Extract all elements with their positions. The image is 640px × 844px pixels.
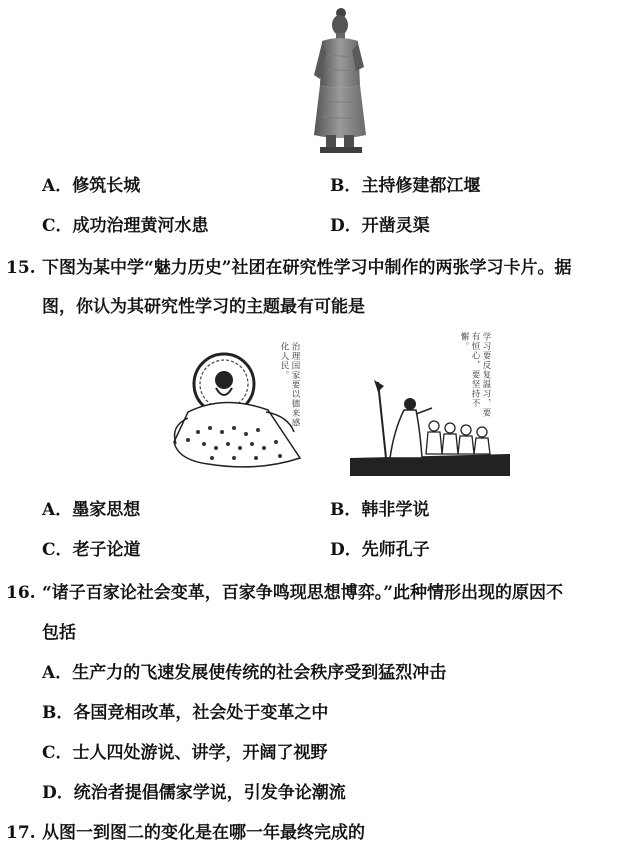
q16-option-d[interactable] — [42, 778, 346, 803]
q14-option-b[interactable] — [330, 171, 480, 196]
q16-option-c[interactable] — [42, 738, 328, 763]
q16-option-a[interactable] — [42, 658, 446, 683]
question-text: “诸子百家论社会变革，百家争鸣现思想博弈。”此种情形出现的原因不 — [42, 583, 564, 603]
card1-caption: 治理国家要以德来感化人民。 — [279, 342, 300, 428]
q16-stem-line2 — [42, 618, 76, 643]
learning-card-2 — [350, 330, 520, 478]
question-number: 17. — [6, 823, 36, 843]
teacher-students-drawing — [350, 330, 520, 478]
option-letter: C． — [42, 216, 73, 236]
q16-option-b[interactable] — [42, 698, 328, 723]
q15-stem-line1 — [6, 253, 572, 278]
card2-caption: 学习要反复温习，要有恒心，要坚持不懈。 — [459, 332, 491, 418]
option-letter: B． — [42, 703, 74, 723]
option-text: 士人四处游说、讲学，开阔了视野 — [72, 743, 328, 763]
option-text: 韩非学说 — [361, 500, 430, 520]
question-text: 包括 — [42, 623, 76, 643]
option-text: 主持修建都江堰 — [361, 176, 481, 196]
q15-option-b[interactable] — [330, 495, 429, 520]
option-text: 老子论道 — [72, 540, 141, 560]
q14-option-a[interactable] — [42, 171, 140, 196]
option-text: 各国竞相改革，社会处于变革之中 — [73, 703, 329, 723]
q14-option-d[interactable] — [330, 211, 430, 236]
option-letter: A． — [42, 500, 73, 520]
option-text: 统治者提倡儒家学说，引发争论潮流 — [73, 783, 346, 803]
option-letter: B． — [330, 176, 362, 196]
option-letter: A． — [42, 663, 73, 683]
question-number: 16. — [6, 583, 36, 603]
option-letter: A． — [42, 176, 73, 196]
question-text: 图，你认为其研究性学习的主题最有可能是 — [42, 297, 365, 317]
option-text: 开凿灵渠 — [361, 216, 430, 236]
option-text: 先师孔子 — [361, 540, 430, 560]
question-text: 从图一到图二的变化是在哪一年最终完成的 — [42, 823, 365, 843]
question-text: 下图为某中学“魅力历史”社团在研究性学习中制作的两张学习卡片。据 — [42, 258, 572, 278]
option-text: 生产力的飞速发展使传统的社会秩序受到猛烈冲击 — [72, 663, 447, 683]
q15-option-c[interactable] — [42, 535, 141, 560]
option-letter: C． — [42, 540, 73, 560]
q15-option-a[interactable] — [42, 495, 140, 520]
q16-stem-line1 — [6, 578, 563, 603]
learning-card-1 — [168, 332, 320, 482]
terracotta-warrior-figure — [300, 5, 380, 155]
q15-stem-line2 — [42, 292, 365, 317]
option-text: 修筑长城 — [72, 176, 141, 196]
q14-option-c[interactable] — [42, 211, 209, 236]
q15-option-d[interactable] — [330, 535, 430, 560]
option-letter: B． — [330, 500, 362, 520]
option-text: 墨家思想 — [72, 500, 141, 520]
option-letter: D． — [330, 216, 362, 236]
warrior-statue-image — [300, 5, 380, 155]
option-letter: C． — [42, 743, 73, 763]
option-text: 成功治理黄河水患 — [72, 216, 209, 236]
option-letter: D． — [330, 540, 362, 560]
q17-stem — [6, 818, 365, 843]
option-letter: D． — [42, 783, 74, 803]
question-number: 15. — [6, 258, 36, 278]
